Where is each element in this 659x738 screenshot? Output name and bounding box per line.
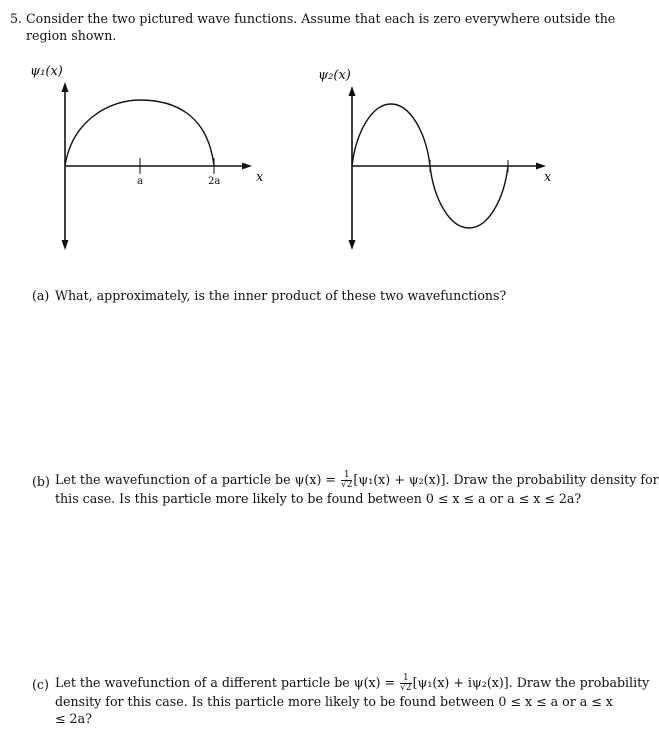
psi2-x-arrow (536, 163, 546, 170)
psi2-y-arrow-up (349, 86, 356, 96)
psi2-graph (0, 0, 627, 260)
problem-intro: Consider the two pictured wave functions. Assume that each is zero everywhere outside the region shown. (26, 11, 616, 43)
psi1-tick-label-a: a (137, 176, 143, 187)
psi2-y-arrow-down (349, 240, 356, 250)
problem-number: 5. (10, 11, 23, 26)
part-a-label: (a) (32, 288, 50, 303)
part-b-expr: [ψ₁(x) + ψ₂(x)]. Draw the probability density for (353, 472, 659, 487)
part-c-frac-num: 1 (400, 674, 411, 684)
psi2-axis-label: ψ₂(x) (318, 68, 351, 83)
part-b-fraction (341, 471, 352, 490)
part-b-line1 (55, 470, 659, 490)
psi1-axis-label: ψ₁(x) (30, 64, 63, 79)
psi2-x-label: x (544, 170, 552, 185)
part-c-pre: Let the wavefunction of a different particle be ψ(x) = (55, 675, 396, 690)
part-a-text: What, approximately, is the inner product of these two wavefunctions? (55, 288, 507, 303)
part-c-line1 (55, 673, 650, 693)
part-b-label: (b) (32, 474, 50, 489)
part-b-line2: this case. Is this particle more likely to be found between 0 ≤ x ≤ a or a ≤ x ≤ 2a? (55, 491, 582, 506)
part-c-label: (c) (32, 677, 49, 692)
part-c-line2: density for this case. Is this particle more likely to be found between 0 ≤ x ≤ a or a ≤ x ≤ 2a? (55, 694, 613, 726)
part-b-frac-num: 1 (341, 471, 352, 481)
psi1-tick-label-2a: 2a (208, 176, 221, 187)
part-c-frac-den: √2 (400, 683, 412, 693)
part-c-expr: [ψ₁(x) + iψ₂(x)]. Draw the probability (412, 675, 650, 690)
part-c-fraction (400, 674, 411, 693)
part-b-pre: Let the wavefunction of a particle be ψ(x) = (55, 472, 336, 487)
part-b-frac-den: √2 (340, 480, 353, 490)
psi1-x-label: x (256, 170, 264, 185)
